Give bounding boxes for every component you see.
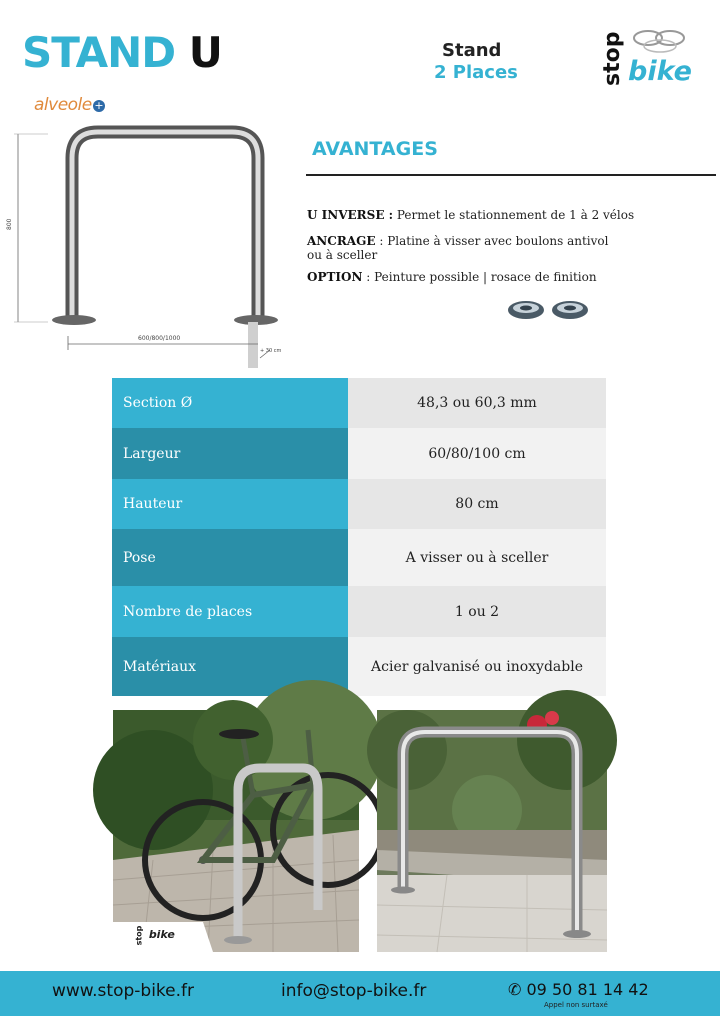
logo-bike-text: bike bbox=[628, 56, 692, 87]
technical-drawing bbox=[8, 122, 298, 372]
page-title bbox=[22, 28, 222, 77]
spec-table bbox=[112, 378, 606, 696]
product-subtitle bbox=[434, 40, 518, 84]
avantage-ancrage bbox=[307, 234, 608, 262]
spec-key: Matériaux bbox=[112, 637, 348, 696]
spec-key: Largeur bbox=[112, 428, 348, 479]
avantage-u-inverse bbox=[307, 208, 634, 222]
table-row bbox=[112, 586, 606, 637]
photo-rack-installed bbox=[377, 710, 607, 952]
footer-phone[interactable] bbox=[508, 980, 649, 999]
footer-phone-note: Appel non surtaxé bbox=[544, 1001, 608, 1009]
avantage-option bbox=[307, 270, 597, 284]
plus-icon: + bbox=[94, 99, 104, 112]
avantage-text: Permet le stationnement de 1 à 2 vélos bbox=[393, 208, 635, 222]
photo-watermark-logo bbox=[129, 925, 175, 946]
table-row bbox=[112, 428, 606, 479]
table-row bbox=[112, 529, 606, 586]
product-places: 2 Places bbox=[434, 62, 518, 83]
rosace-images bbox=[506, 296, 596, 324]
product-name: Stand bbox=[442, 40, 502, 61]
footer-email-link[interactable]: info@stop-bike.fr bbox=[281, 981, 427, 1001]
avantage-text: : Platine à visser avec boulons antivol bbox=[375, 234, 609, 248]
spec-value: Acier galvanisé ou inoxydable bbox=[348, 637, 606, 696]
dimension-height-label: 800 bbox=[6, 218, 13, 230]
avantages-title: AVANTAGES bbox=[312, 138, 438, 160]
watermark-bike: bike bbox=[148, 928, 175, 941]
spec-value: 80 cm bbox=[348, 479, 606, 529]
footer-phone-number: 09 50 81 14 42 bbox=[526, 980, 649, 999]
avantage-label: U INVERSE : bbox=[307, 208, 394, 222]
spec-value: 1 ou 2 bbox=[348, 586, 606, 637]
watermark-stop: stop bbox=[134, 925, 144, 946]
spec-key: Hauteur bbox=[112, 479, 348, 529]
spec-value: 60/80/100 cm bbox=[348, 428, 606, 479]
spec-key: Section Ø bbox=[112, 378, 348, 428]
photo-bike-on-rack bbox=[113, 710, 359, 952]
title-word-u: U bbox=[188, 28, 222, 77]
table-row bbox=[112, 378, 606, 428]
table-row bbox=[112, 479, 606, 529]
alveole-brand-text: alveole bbox=[34, 95, 92, 115]
logo-stop-text: stop bbox=[600, 31, 625, 86]
bike-wheels-icon bbox=[630, 28, 692, 54]
footer-bar bbox=[0, 971, 720, 1016]
footer-website-link[interactable]: www.stop-bike.fr bbox=[52, 981, 194, 1001]
alveole-brand-logo bbox=[34, 95, 105, 115]
dimension-depth-label: + 30 cm bbox=[260, 348, 282, 354]
avantage-text: : Peinture possible | rosace de finition bbox=[362, 270, 597, 284]
spec-value: A visser ou à sceller bbox=[348, 529, 606, 586]
spec-key: Nombre de places bbox=[112, 586, 348, 637]
avantage-text-cont: ou à sceller bbox=[307, 248, 378, 262]
dimension-width-label: 600/800/1000 bbox=[138, 335, 181, 342]
phone-icon: ✆ bbox=[508, 980, 522, 999]
spec-value: 48,3 ou 60,3 mm bbox=[348, 378, 606, 428]
table-row bbox=[112, 637, 606, 696]
avantages-divider bbox=[306, 174, 716, 176]
spec-key: Pose bbox=[112, 529, 348, 586]
title-word-stand: STAND bbox=[22, 28, 176, 77]
avantage-label: OPTION bbox=[307, 270, 363, 284]
stop-bike-logo bbox=[600, 26, 694, 90]
avantage-label: ANCRAGE bbox=[307, 234, 376, 248]
